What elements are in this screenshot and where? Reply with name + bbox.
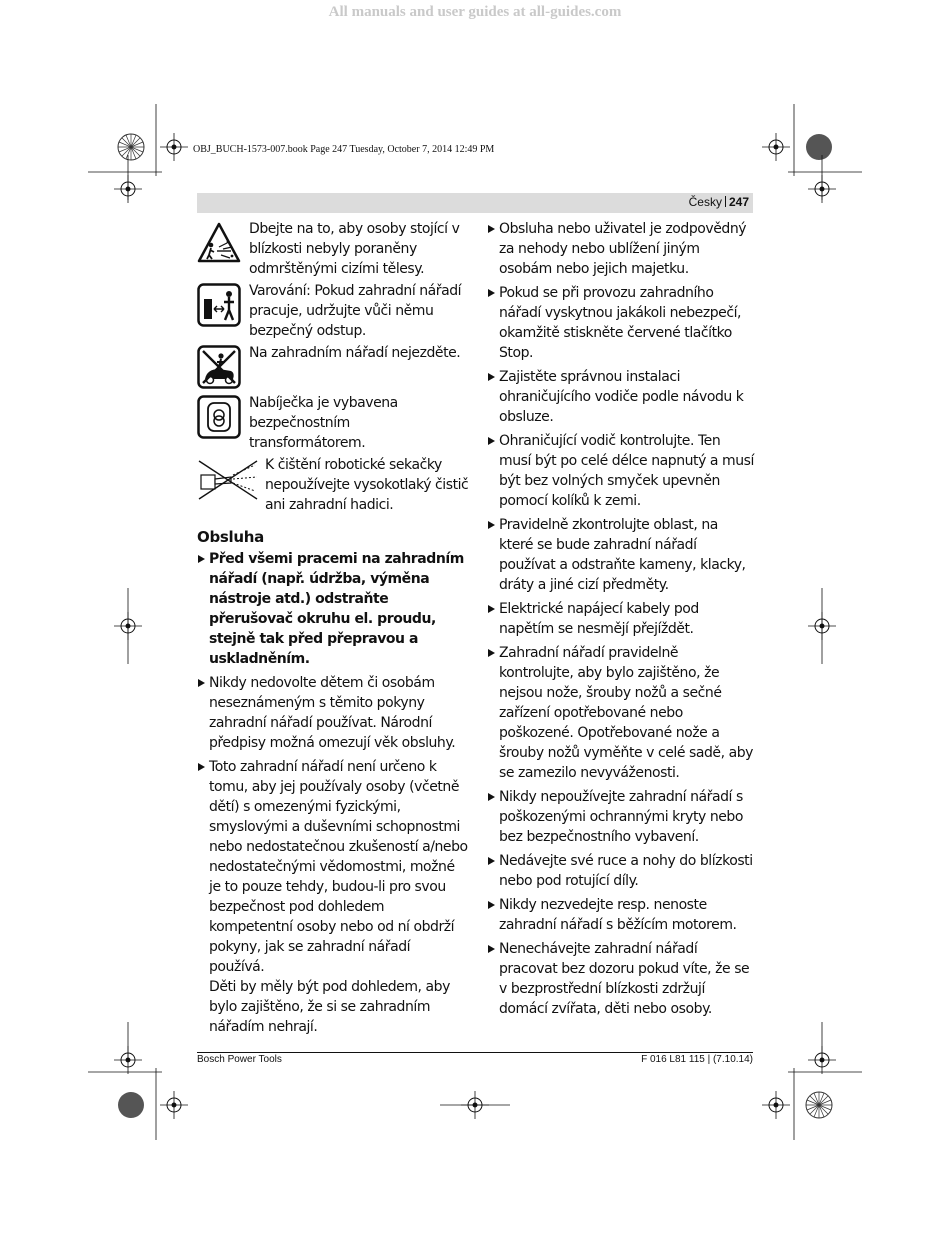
book-info: OBJ_BUCH-1573-007.book Page 247 Tuesday, October 7, 2014 12:49 PM — [193, 144, 495, 155]
right-column — [487, 219, 755, 1023]
safe-distance-icon — [197, 283, 241, 327]
bullet-item: Elektrické napájecí kabely pod napětím se nesmějí přejíždět. — [487, 599, 755, 639]
symbol-text: Nabíječka je vybavena bezpečnostním transformátorem. — [249, 395, 398, 451]
no-riding-icon — [197, 345, 241, 389]
bullet-item: Nedávejte své ruce a nohy do blízkosti nebo pod rotující díly. — [487, 851, 755, 891]
header-language: Česky — [688, 195, 722, 209]
page-header — [197, 193, 753, 213]
symbol-row — [197, 343, 469, 393]
safety-transformer-icon — [197, 395, 241, 439]
symbol-row — [197, 281, 469, 343]
watermark: All manuals and user guides at all-guides.com — [328, 4, 622, 20]
page-number: 247 — [728, 195, 749, 209]
bullet-extra-text: Děti by měly být pod dohledem, aby bylo zajištěno, že si se zahradním nářadím nehrají. — [209, 979, 450, 1035]
bullet-item: Obsluha nebo uživatel je zodpovědný za nehody nebo ublížení jiným osobám nebo jejich majetku. — [487, 219, 755, 279]
thrown-objects-warning-icon — [197, 221, 241, 265]
bullet-text: Toto zahradní nářadí není určeno k tomu, aby jej používaly osoby (včetně dětí) s omezenými fyzickými, smyslovými a duševními schopnostmi nebo nedostatečnou zkušeností a/nebo nedostatečnými vědomostmi, možné je to pouze tehdy, budou-li pro svou bezpečnost pod dohledem kompetentní osoby nebo od ní obdrží pokyny, jak se zahradní nářadí používá. — [209, 759, 468, 975]
section-title: Obsluha — [197, 528, 264, 546]
footer-doc-number: F 016 L81 115 | (7.10.14) — [641, 1054, 753, 1065]
bullet-item: Nikdy nezvedejte resp. nenoste zahradní nářadí s běžícím motorem. — [487, 895, 755, 935]
bullet-item: Pokud se při provozu zahradního nářadí vyskytnou jakákoli nebezpečí, okamžitě stiskněte červené tlačítko Stop. — [487, 283, 755, 363]
symbol-row — [197, 393, 469, 455]
footer-rule — [197, 1052, 753, 1053]
bullet-item-bold: Před všemi pracemi na zahradním nářadí (např. údržba, výměna nástroje atd.) odstraňte přerušovač okruhu el. proudu, stejně tak před přepravou a uskladněním. — [197, 549, 469, 669]
symbol-row — [197, 455, 469, 517]
bullet-item: Ohraničující vodič kontrolujte. Ten musí být po celé délce napnutý a musí být bez volných smyček upevněn pomocí kolíků k zemi. — [487, 431, 755, 511]
symbol-text: Na zahradním nářadí nejezděte. — [249, 345, 461, 361]
symbol-text: Dbejte na to, aby osoby stojící v blízkosti nebyly poraněny odmrštěnými cizími tělesy. — [249, 221, 460, 277]
symbol-text: K čištění robotické sekačky nepoužívejte vysokotlaký čistič ani zahradní hadici. — [265, 457, 469, 513]
bullet-item: Nikdy nedovolte dětem či osobám neseznámeným s těmito pokyny zahradní nářadí používat. Národní předpisy možná omezují věk obsluhy. — [197, 673, 469, 753]
bullet-item: Nenechávejte zahradní nářadí pracovat bez dozoru pokud víte, že se v bezprostřední blízkosti zdržují domácí zvířata, děti nebo osoby. — [487, 939, 755, 1019]
header-separator — [725, 196, 726, 207]
no-pressure-washer-icon — [197, 457, 259, 501]
bullet-item: Nikdy nepoužívejte zahradní nářadí s poškozenými ochrannými kryty nebo bez bezpečnostního vybavení. — [487, 787, 755, 847]
symbol-text: Varování: Pokud zahradní nářadí pracuje, udržujte vůči němu bezpečný odstup. — [249, 283, 462, 339]
left-column — [197, 219, 469, 1041]
footer-brand: Bosch Power Tools — [197, 1054, 282, 1065]
bullet-item — [197, 757, 469, 1037]
bullet-item: Zahradní nářadí pravidelně kontrolujte, aby bylo zajištěno, že nejsou nože, šrouby nožů a sečné zařízení opotřebované nebo poškozené. Opotřebované nože a šrouby nožů vyměňte v celé sadě, aby se zamezilo nevyváženosti. — [487, 643, 755, 783]
header-text — [689, 195, 749, 209]
bullet-item: Zajistěte správnou instalaci ohraničujícího vodiče podle návodu k obsluze. — [487, 367, 755, 427]
bullet-item: Pravidelně zkontrolujte oblast, na které se bude zahradní nářadí používat a odstraňte kameny, klacky, dráty a jiné cizí předměty. — [487, 515, 755, 595]
symbol-row — [197, 219, 469, 281]
